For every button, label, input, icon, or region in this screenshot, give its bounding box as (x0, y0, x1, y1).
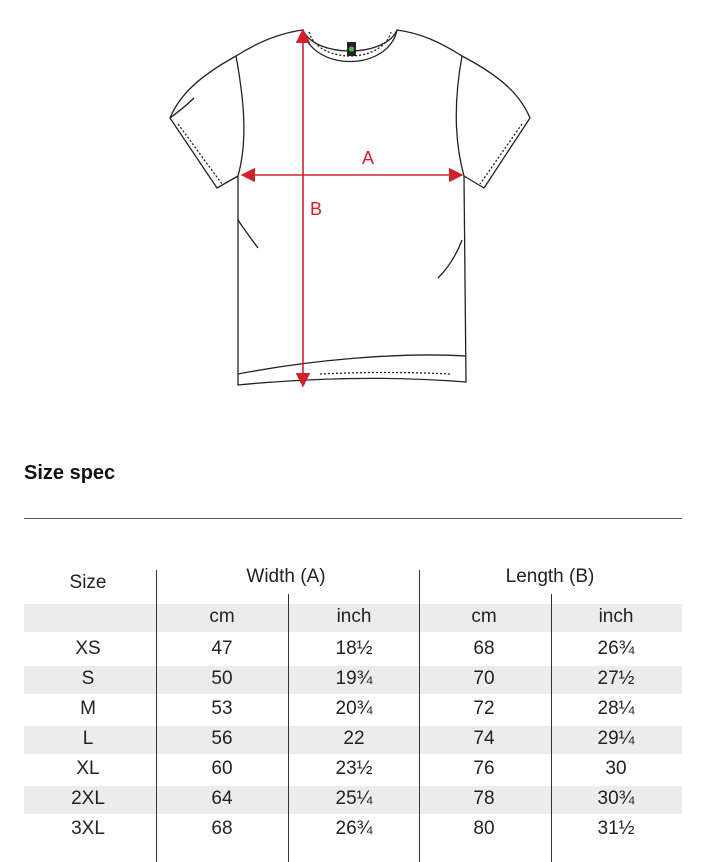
unit-header: inch (598, 606, 634, 627)
value-cell: 26¾ (597, 638, 635, 659)
value-cell: 30 (605, 758, 627, 779)
value-cell: 27½ (597, 668, 635, 689)
column-divider (156, 570, 157, 862)
column-divider (551, 594, 552, 862)
size-cell: 2XL (71, 788, 105, 809)
length-group-header: Length (B) (505, 566, 595, 587)
value-cell: 20¾ (335, 698, 373, 719)
size-cell: XS (75, 638, 101, 659)
value-cell: 18½ (335, 638, 373, 659)
value-cell: 72 (473, 698, 495, 719)
value-cell: 30¾ (597, 788, 635, 809)
value-cell: 23½ (335, 758, 373, 779)
value-cell: 22 (343, 728, 365, 749)
value-cell: 70 (473, 668, 495, 689)
unit-header: cm (209, 606, 235, 627)
value-cell: 76 (473, 758, 495, 779)
value-cell: 78 (473, 788, 495, 809)
column-divider (419, 570, 420, 862)
value-cell: 64 (211, 788, 233, 809)
value-cell: 19¾ (335, 668, 373, 689)
column-divider (288, 594, 289, 862)
value-cell: 74 (473, 728, 495, 749)
value-cell: 29¼ (597, 728, 635, 749)
tshirt-diagram (160, 22, 540, 402)
section-title: Size spec (24, 462, 116, 484)
size-spec-table (24, 560, 682, 862)
size-cell: S (81, 668, 95, 689)
size-cell: 3XL (71, 818, 105, 839)
size-column-header: Size (69, 572, 107, 593)
size-cell: XL (76, 758, 100, 779)
value-cell: 50 (211, 668, 233, 689)
value-cell: 47 (211, 638, 233, 659)
width-group-header: Width (A) (246, 566, 326, 587)
value-cell: 53 (211, 698, 233, 719)
unit-header: inch (336, 606, 372, 627)
value-cell: 68 (473, 638, 495, 659)
shirt-label-tag (347, 42, 356, 56)
label-a: A (361, 148, 375, 168)
size-cell: L (82, 728, 94, 749)
value-cell: 31½ (597, 818, 635, 839)
label-b: B (309, 199, 323, 219)
value-cell: 28¼ (597, 698, 635, 719)
value-cell: 25¼ (335, 788, 373, 809)
value-cell: 26¾ (335, 818, 373, 839)
value-cell: 56 (211, 728, 233, 749)
value-cell: 80 (473, 818, 495, 839)
size-cell: M (80, 698, 96, 719)
divider (24, 518, 682, 519)
value-cell: 60 (211, 758, 233, 779)
value-cell: 68 (211, 818, 233, 839)
unit-header: cm (471, 606, 497, 627)
shirt-outline (170, 30, 530, 385)
